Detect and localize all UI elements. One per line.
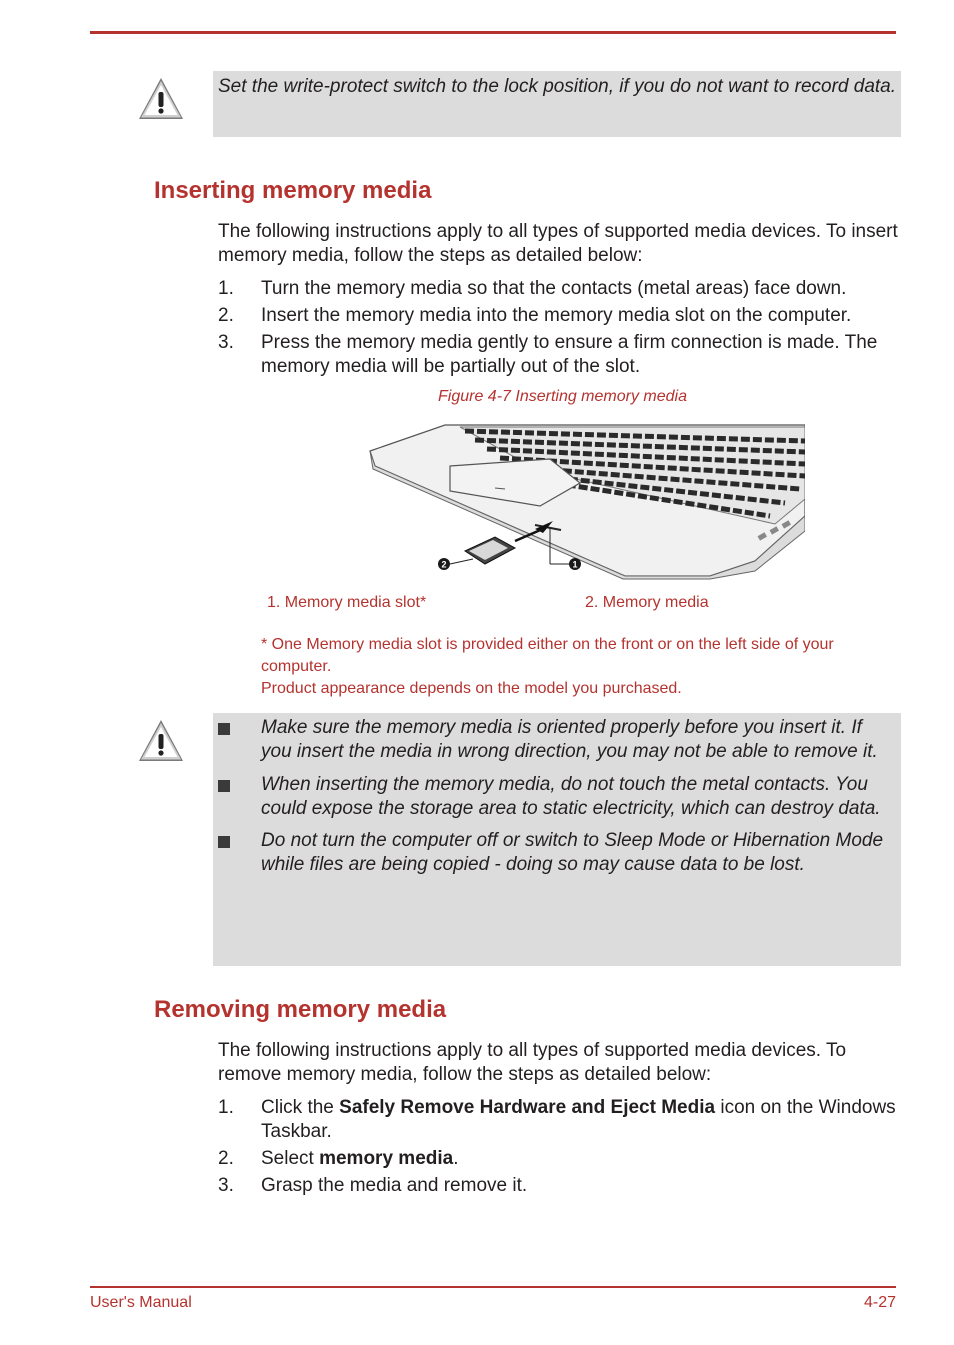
list-item: 1. Click the Safely Remove Hardware and Eject Media icon on the Windows Taskbar. bbox=[218, 1097, 896, 1142]
inserting-intro: The following instructions apply to all types of supported media devices. To insert memory media, follow the steps as detailed below: bbox=[218, 221, 898, 266]
list-item: 2. Select memory media. bbox=[218, 1148, 459, 1169]
list-item: When inserting the memory media, do not touch the metal contacts. You could expose the storage area to static electricity, which can destroy data. bbox=[213, 773, 891, 822]
caution-icon bbox=[137, 75, 185, 123]
section-heading-removing: Removing memory media bbox=[154, 996, 447, 1023]
removing-steps bbox=[218, 1096, 908, 1198]
inserting-steps bbox=[218, 277, 908, 379]
bullet-square-icon bbox=[218, 723, 230, 735]
caution-note-text: Set the write-protect switch to the lock position, if you do not want to record data. bbox=[218, 76, 897, 97]
caution-icon bbox=[137, 717, 185, 765]
bullet-square-icon bbox=[218, 836, 230, 848]
laptop-memory-media-illustration bbox=[365, 421, 805, 581]
list-item: 3. Grasp the media and remove it. bbox=[218, 1175, 528, 1196]
footer-rule bbox=[90, 1286, 896, 1288]
footnote-appearance: Product appearance depends on the model you purchased. bbox=[261, 680, 682, 697]
list-item: Make sure the memory media is oriented properly before you insert it. If you insert the media in wrong direction, you may not be able to remove it. bbox=[213, 716, 891, 765]
header-rule bbox=[90, 31, 896, 34]
bullet-square-icon bbox=[218, 780, 230, 792]
page-number: 4-27 bbox=[863, 1294, 896, 1311]
legend-item-media: 2. Memory media bbox=[585, 594, 709, 611]
list-item: 1. Turn the memory media so that the contacts (metal areas) face down. bbox=[218, 278, 847, 299]
list-item: Do not turn the computer off or switch to Sleep Mode or Hibernation Mode while files are being copied - doing so may cause data to be lost. bbox=[213, 829, 891, 878]
footnote-slot: * One Memory media slot is provided either on the front or on the left side of your computer. bbox=[261, 636, 834, 675]
caution-note-bullets bbox=[213, 713, 901, 966]
figure-footnote bbox=[261, 634, 901, 700]
caution-bullet-list bbox=[213, 716, 901, 886]
list-item: 3. Press the memory media gently to ensure a firm connection is made. The memory media will be partially out of the slot. bbox=[218, 332, 878, 377]
list-item: 2. Insert the memory media into the memory media slot on the computer. bbox=[218, 305, 852, 326]
marker-2-label: 2 bbox=[441, 559, 447, 570]
legend-item-slot: 1. Memory media slot* bbox=[267, 594, 427, 611]
figure-caption: Figure 4-7 Inserting memory media bbox=[438, 388, 687, 405]
footer-title: User's Manual bbox=[90, 1294, 192, 1311]
removing-intro: The following instructions apply to all types of supported media devices. To remove memory media, follow the steps as detailed below: bbox=[218, 1040, 847, 1085]
caution-note-top bbox=[213, 71, 901, 137]
section-heading-inserting: Inserting memory media bbox=[154, 177, 432, 204]
marker-1-label: 1 bbox=[572, 559, 578, 570]
